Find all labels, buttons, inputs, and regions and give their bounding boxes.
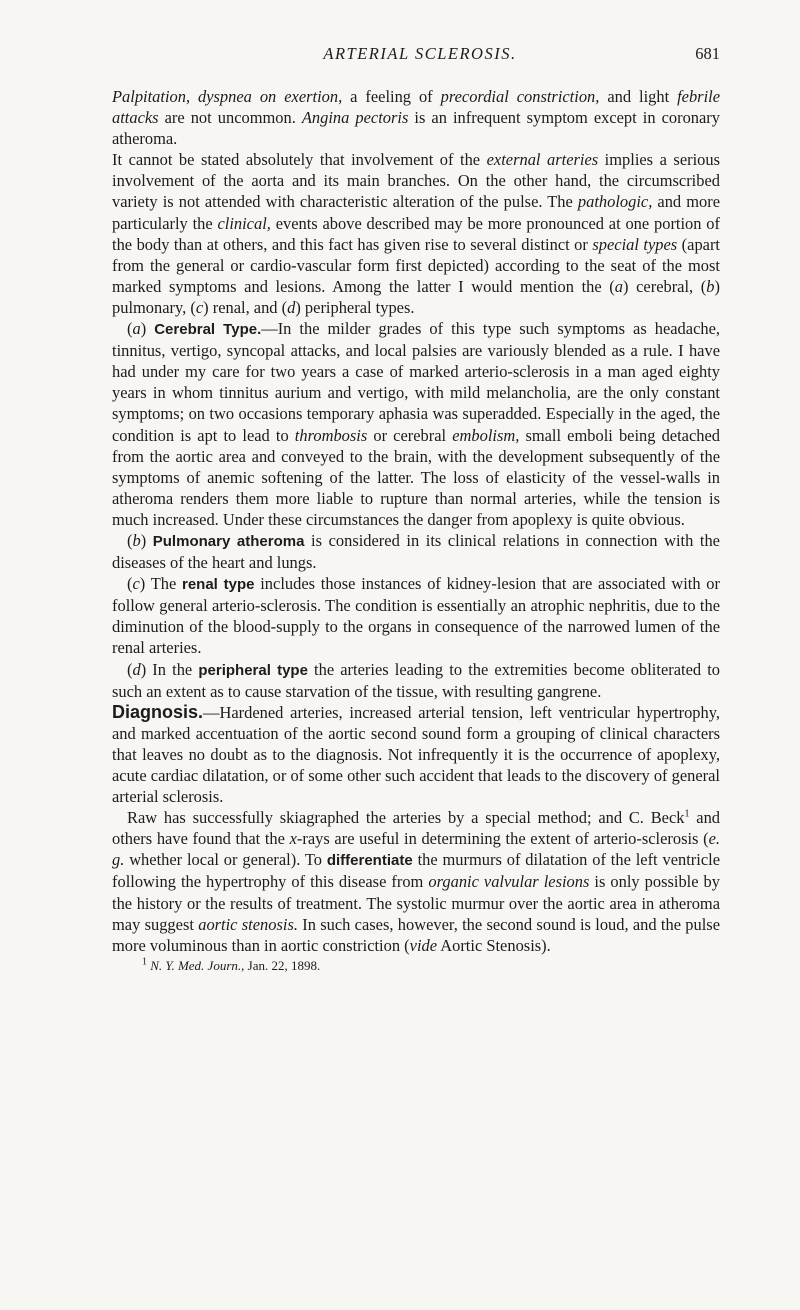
italic-letter: d (287, 297, 296, 317)
paragraph-peripheral-type (112, 659, 720, 702)
text-run: a feeling of (342, 87, 441, 106)
text-run: In such cases, however, the second sound is loud, and the pulse more voluminous than in aortic constriction ( (112, 914, 720, 955)
italic-term: clinical, (217, 213, 271, 233)
text-run: the murmurs of dilatation of the left ventricle following the hypertrophy of this disease from (112, 850, 720, 892)
text-run: ) renal, and ( (203, 297, 288, 317)
body-text (112, 86, 720, 974)
italic-term: e. g. (112, 829, 720, 870)
italic-term: vide (409, 935, 438, 955)
italic-letter: c (132, 574, 140, 594)
text-run: implies a serious involvement of the aorta and its main branches. On the other hand, the circumscribed variety is not attended with characteristic alteration of the pulse. The (112, 150, 721, 212)
page-number: 681 (695, 44, 720, 63)
footnote (112, 958, 720, 974)
italic-letter: a (614, 276, 623, 296)
text-run: ) In the (140, 659, 199, 679)
text-run: ( (127, 659, 133, 679)
text-run: whether local or general). To (124, 850, 327, 870)
italic-letter: c (195, 297, 204, 317)
italic-term: x (289, 829, 297, 849)
text-run: ( (127, 574, 133, 594)
italic-term: febrile attacks (112, 87, 721, 128)
text-run: ) cerebral, ( (623, 276, 707, 296)
italic-letter: b (706, 276, 715, 296)
footnote-ref: 1 (684, 808, 690, 820)
text-run: (apart from the general or cardio-vascular form first depicted) according to the seat of the most marked symptoms and lesions. Among the latter I would mention the ( (112, 234, 720, 296)
section-heading-diagnosis: Diagnosis. (112, 701, 204, 722)
footnote-date: Jan. 22, 1898. (244, 957, 321, 973)
italic-term: thrombosis (294, 425, 368, 445)
text-run: ) peripheral types. (295, 297, 415, 317)
text-run: -rays are useful in determining the extent of arterio-sclerosis ( (296, 829, 709, 849)
italic-letter: a (132, 319, 141, 339)
text-run: is considered in its clinical relations in connection with the diseases of the heart and lungs. (112, 530, 720, 573)
italic-letter: d (132, 659, 141, 679)
paragraph-diagnosis (112, 702, 720, 807)
italic-term: external arteries (486, 150, 599, 170)
text-run: and others have found that the (112, 808, 721, 849)
running-head (120, 44, 720, 68)
paragraph-symptoms (112, 86, 720, 149)
italic-term: embolism, (452, 425, 520, 445)
section-heading: renal type (182, 576, 255, 594)
paragraph-skiagraphy (112, 807, 720, 956)
paragraph-renal-type (112, 573, 720, 658)
text-run: It cannot be stated absolutely that involvement of the (112, 150, 487, 170)
italic-term: organic valvular lesions (428, 872, 590, 892)
footnote-marker: 1 (142, 956, 147, 968)
running-title: ARTERIAL SCLEROSIS. (323, 44, 517, 63)
text-run: —In the milder grades of this type such symptoms as headache, tinnitus, vertigo, syncopal attacks, and local palsies are variously blended as a rule. I have had under my care for two years a case of marked arterio-sclerosis in a man aged eighty years in whom tinnitus aurium and vertigo, with mild melancholia, are the only constant symptoms; on two occasions temporary aphasia was superadded. Especially in the aged, the condition is apt to lead to (112, 319, 720, 445)
section-heading: Cerebral Type. (154, 321, 262, 339)
paragraph-cerebral-type (112, 318, 720, 530)
italic-term: Angina pectoris (301, 108, 409, 128)
section-heading: peripheral type (198, 661, 308, 679)
paragraph-special-types (112, 149, 720, 318)
text-run: is an infrequent symptom except in coronary atheroma. (112, 108, 720, 149)
text-run: and light (599, 87, 678, 106)
text-run: ) (140, 530, 153, 550)
italic-term: aortic stenosis. (198, 914, 298, 934)
italic-term: special types (592, 234, 678, 254)
text-run: and more particularly the (112, 192, 720, 233)
paragraph-pulmonary-type (112, 530, 720, 573)
text-run: are not uncommon. (158, 108, 302, 128)
text-run: Raw has successfully skiagraphed the arteries by a special method; and C. Beck (127, 808, 685, 828)
text-run: ) The (139, 574, 182, 594)
text-run: includes those instances of kidney-lesion that are associated with or follow general arterio-sclerosis. The condition is essentially an atrophic nephritis, due to the diminution of the blood-supply to the organs in consequence of the narrowed lumen of the renal arteries. (112, 574, 720, 658)
italic-letter: b (132, 530, 141, 550)
text-run: or cerebral (367, 425, 453, 445)
text-run: the arteries leading to the extremities become obliterated to such an extent as to cause starvation of the tissue, with resulting gangrene. (112, 659, 721, 701)
text-run: events above described may be more pronounced at one portion of the body than at others, and this fact has given rise to several distinct or (112, 213, 720, 254)
text-run: ) pulmonary, ( (112, 276, 720, 317)
italic-term: precordial constriction, (440, 87, 600, 106)
section-heading: Pulmonary atheroma (152, 532, 305, 550)
italic-term: Palpitation, dyspnea on exertion, (112, 87, 343, 106)
text-run: ) (140, 319, 155, 339)
section-heading: differentiate (326, 852, 413, 870)
footnote-journal: N. Y. Med. Journ., (147, 957, 245, 973)
text-run: Aortic Stenosis). (437, 935, 551, 955)
italic-term: pathologic, (577, 192, 653, 212)
text-run: small emboli being detached from the aortic area and conveyed to the brain, with the development subsequently of the symptoms of anemic softening of the latter. The loss of elasticity of the vessel-walls in atheroma renders them more liable to rupture than normal arteries, while the tension is much increased. Under these circumstances the danger from apoplexy is quite obvious. (112, 425, 720, 529)
text-run: —Hardened arteries, increased arterial tension, left ventricular hypertrophy, and marked accentuation of the aortic second sound form a grouping of clinical characters that leaves no doubt as to the diagnosis. Not infrequently it is the occurrence of apoplexy, acute cardiac dilatation, or of some other such accident that leads to the discovery of general arterial sclerosis. (112, 702, 720, 807)
text-run: is only possible by the history or the results of treatment. The systolic murmur over the aortic area in atheroma may suggest (112, 872, 720, 934)
text-run: ( (127, 530, 133, 550)
text-run: ( (127, 319, 133, 339)
